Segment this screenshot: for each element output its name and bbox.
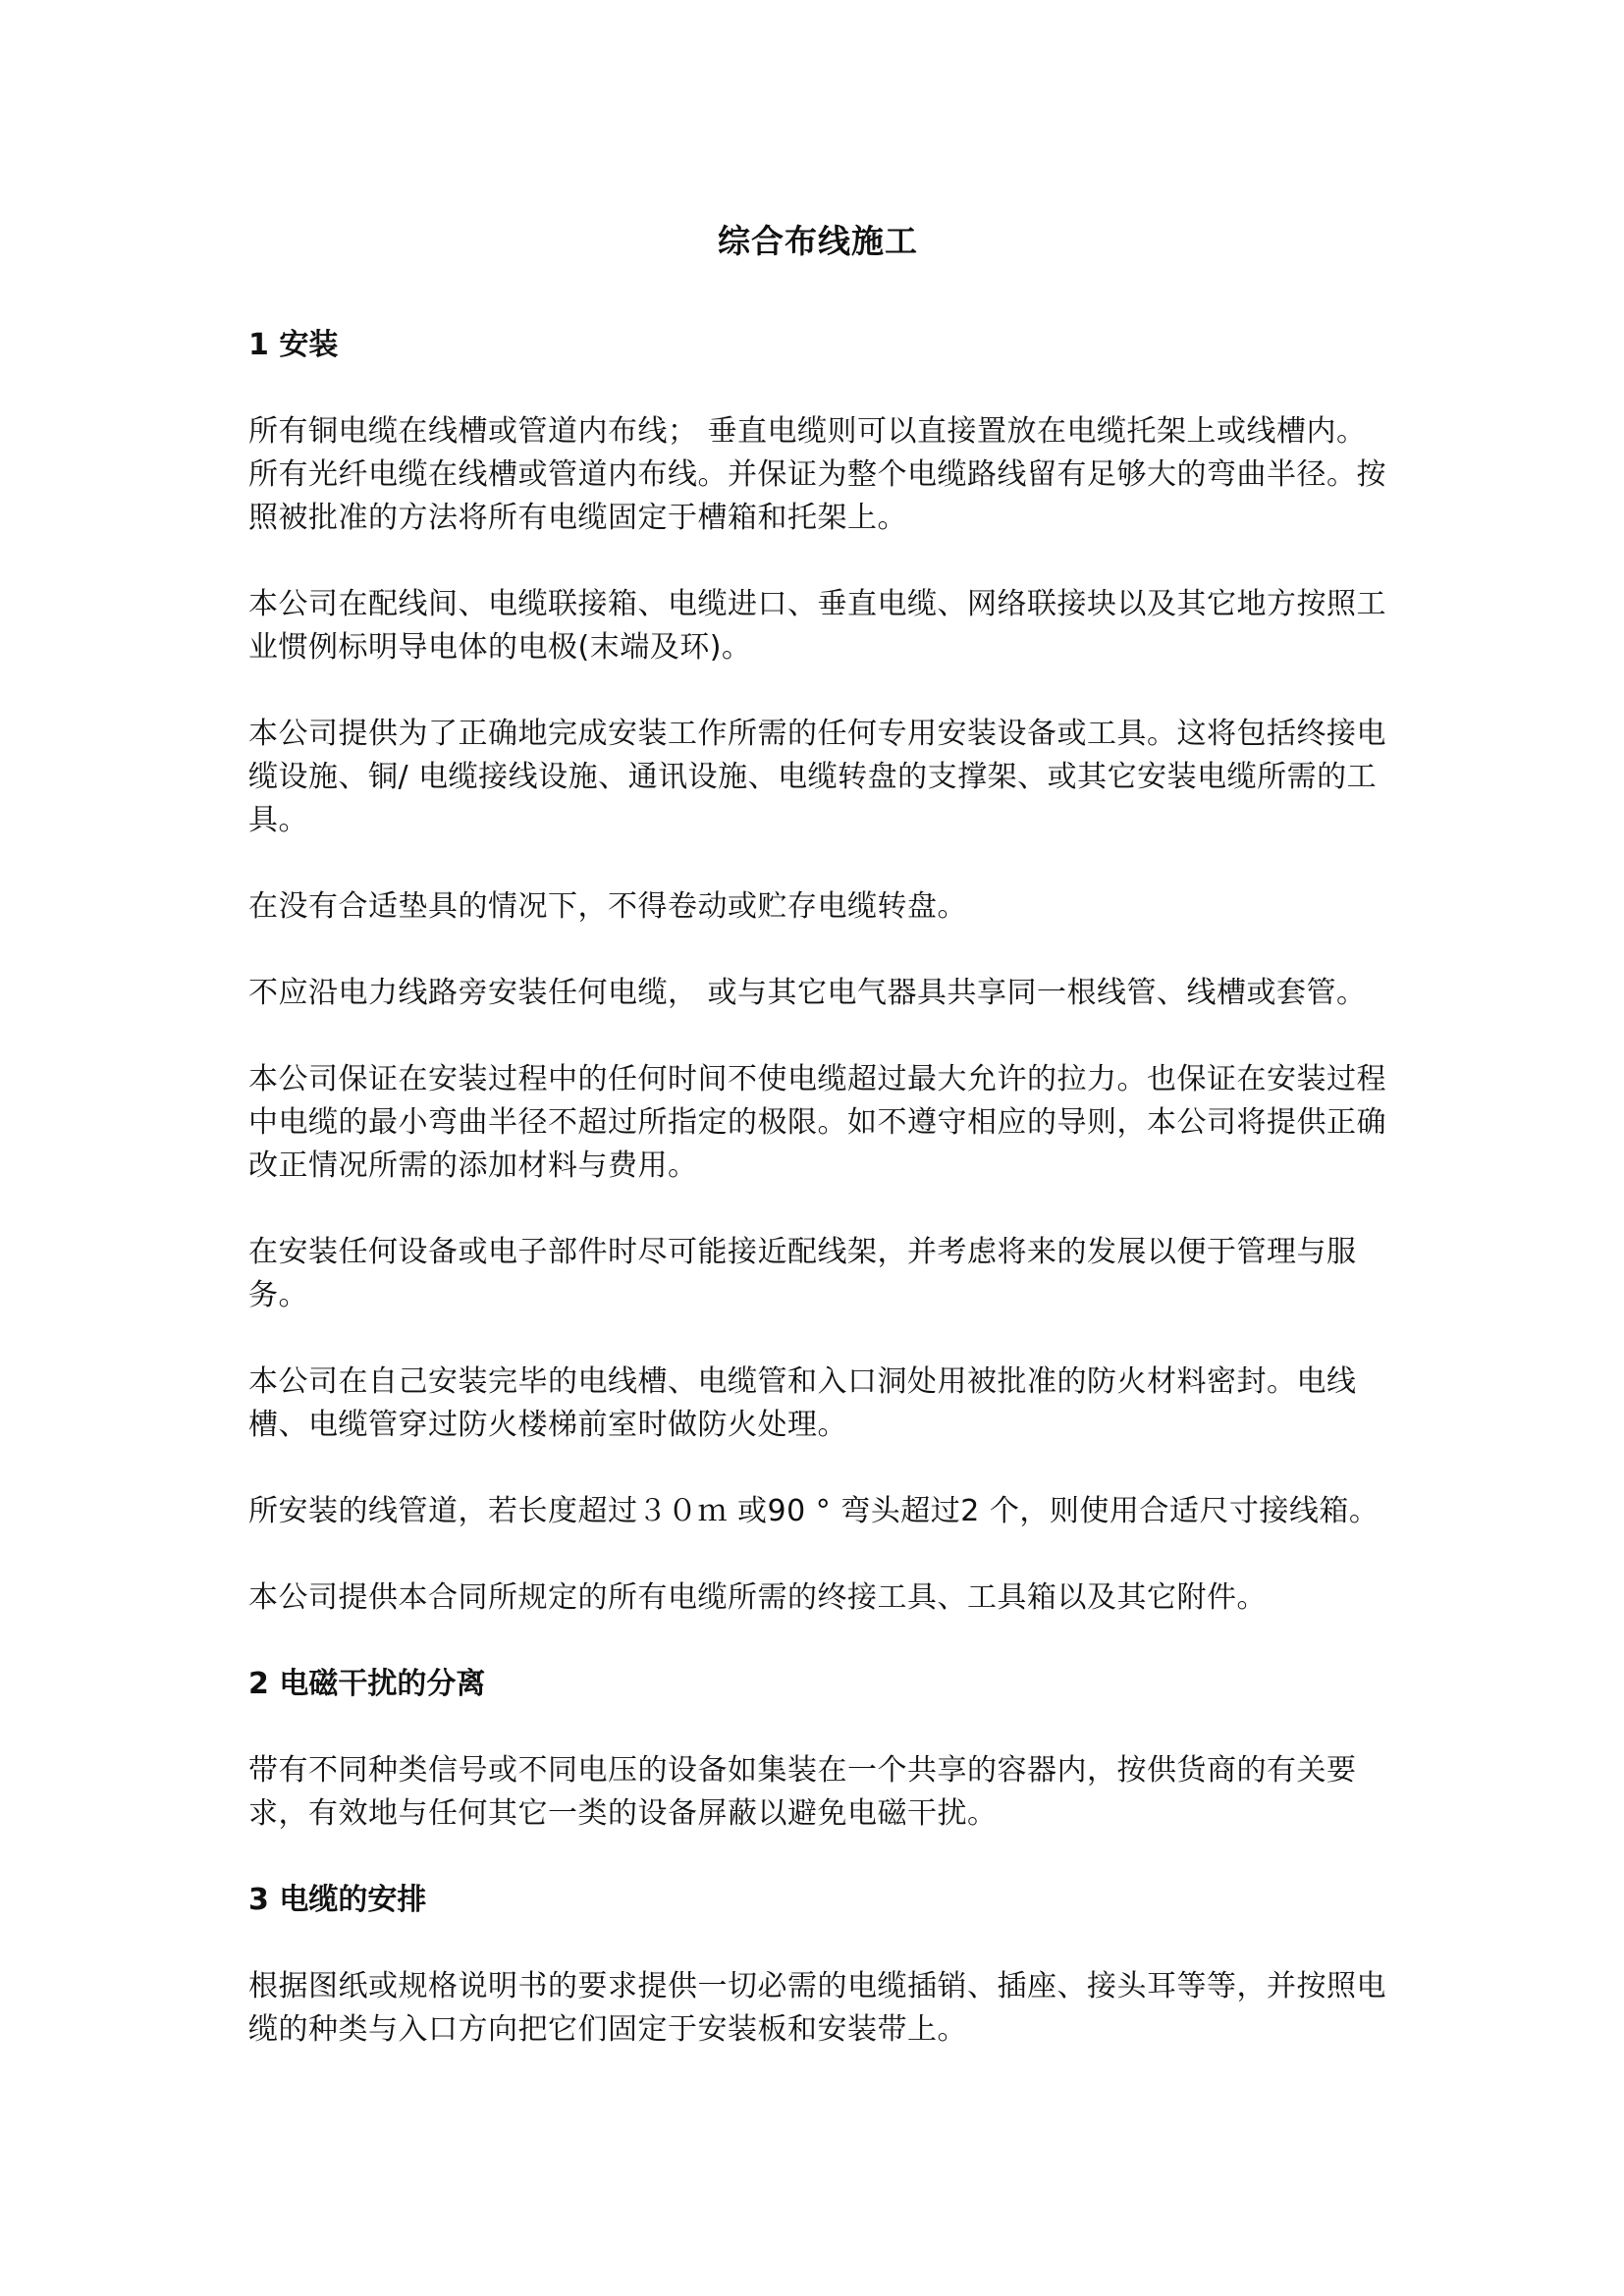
- section-heading: 2 电磁干扰的分离: [248, 1667, 486, 1701]
- section-cable-arrangement: [248, 1879, 1387, 2052]
- paragraph: 本公司提供本合同所规定的所有电缆所需的终接工具、工具箱以及其它附件。: [248, 1580, 1267, 1615]
- paragraph: 本公司在自己安装完毕的电线槽、电缆管和入口洞处用被批准的防火材料密封。电线槽、电缆管穿过防火楼梯前室时做防火处理。: [248, 1364, 1357, 1442]
- document-body: [248, 218, 1387, 2095]
- section-emi-separation: [248, 1663, 1387, 1836]
- paragraph: 不应沿电力线路旁安装任何电缆， 或与其它电气器具共享同一根线管、线槽或套管。: [248, 976, 1367, 1010]
- document-title: 综合布线施工: [718, 222, 918, 260]
- paragraph: 根据图纸或规格说明书的要求提供一切必需的电缆插销、插座、接头耳等等，并按照电缆的种类与入口方向把它们固定于安装板和安装带上。: [248, 1969, 1386, 2047]
- paragraph: 在安装任何设备或电子部件时尽可能接近配线架，并考虑将来的发展以便于管理与服务。: [248, 1235, 1357, 1312]
- paragraph: 所有铜电缆在线槽或管道内布线； 垂直电缆则可以直接置放在电缆托架上或线槽内。所有光纤电缆在线槽或管道内布线。并保证为整个电缆路线留有足够大的弯曲半径。按照被批准的方法将所有电缆固定于槽箱和托架上。: [248, 414, 1386, 535]
- paragraph: 本公司保证在安装过程中的任何时间不使电缆超过最大允许的拉力。也保证在安装过程中电缆的最小弯曲半径不超过所指定的极限。如不遵守相应的导则，本公司将提供正确改正情况所需的添加材料与费用。: [248, 1062, 1386, 1183]
- paragraph: 带有不同种类信号或不同电压的设备如集装在一个共享的容器内，按供货商的有关要求，有效地与任何其它一类的设备屏蔽以避免电磁干扰。: [248, 1753, 1357, 1831]
- paragraph: 在没有合适垫具的情况下，不得卷动或贮存电缆转盘。: [248, 889, 967, 924]
- section-heading: 1 安装: [248, 328, 339, 362]
- section-install: [248, 324, 1387, 1620]
- paragraph: 本公司在配线间、电缆联接箱、电缆进口、垂直电缆、网络联接块以及其它地方按照工业惯例标明导电体的电极(末端及环)。: [248, 587, 1386, 665]
- section-heading: 3 电缆的安排: [248, 1883, 427, 1917]
- paragraph: 所安装的线管道，若长度超过３０ｍ 或90 ° 弯头超过2 个，则使用合适尺寸接线箱。: [248, 1494, 1380, 1528]
- paragraph: 本公司提供为了正确地完成安装工作所需的任何专用安装设备或工具。这将包括终接电缆设施、铜/ 电缆接线设施、通讯设施、电缆转盘的支撑架、或其它安装电缆所需的工具。: [248, 717, 1386, 837]
